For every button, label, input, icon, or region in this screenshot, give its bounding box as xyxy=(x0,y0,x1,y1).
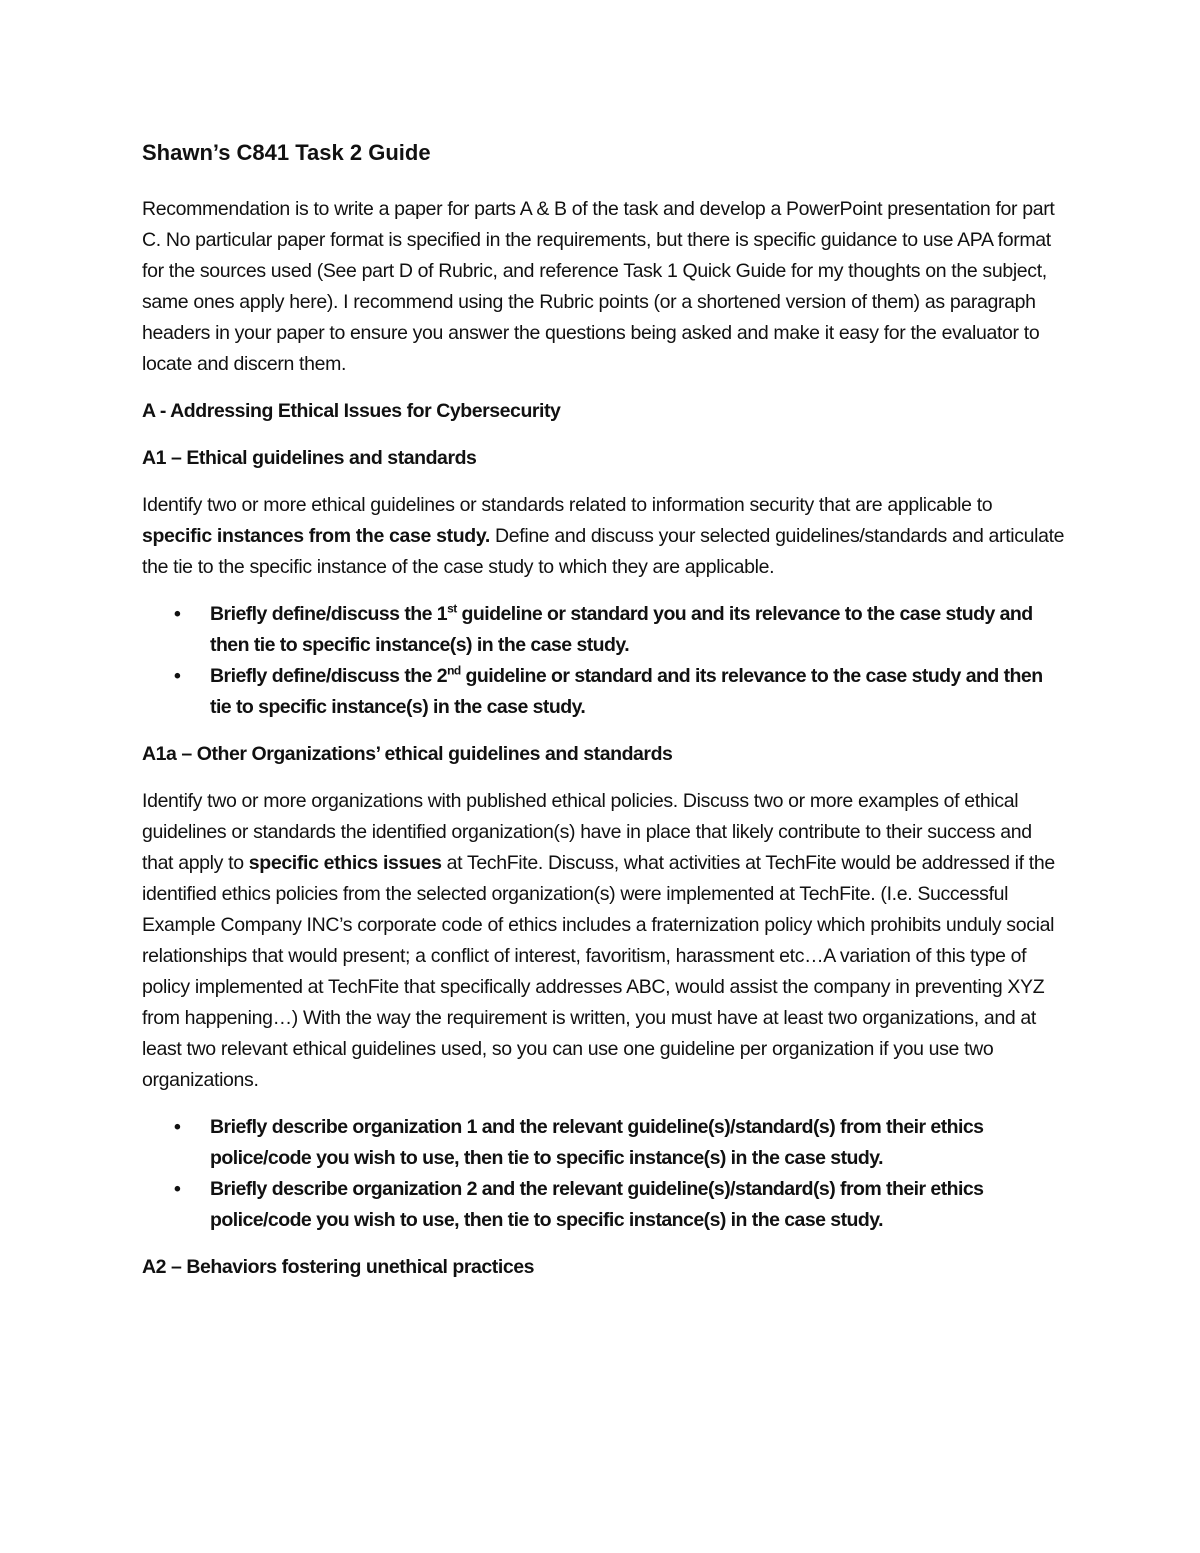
bullet-text-1b: guideline or standard you and its relevance to the case study and then tie to specific instance(s) in the case study. xyxy=(210,603,1033,656)
section-a2-heading: A2 – Behaviors fostering unethical practices xyxy=(142,1256,535,1278)
bullet-superscript-2: nd xyxy=(447,663,461,678)
section-a1a-text-1: Identify two or more organizations with published ethical policies. Discuss two or more examples of ethical guidelines or standards the identified organization(s) have in place that likely contribute to their success and that apply to xyxy=(142,790,1032,874)
section-a1-paragraph xyxy=(142,490,1067,583)
section-a1a-bullet-list xyxy=(142,1112,1067,1236)
section-a1-text-2: Define and discuss your selected guidelines/standards and articulate the tie to the specific instance of the case study to which they are applicable. xyxy=(142,525,1065,578)
list-item xyxy=(174,1174,1067,1236)
section-a1-text-bold: specific instances from the case study. xyxy=(142,525,490,547)
bullet-icon: • xyxy=(174,1116,181,1138)
section-a1a-paragraph xyxy=(142,786,1067,1096)
list-item xyxy=(174,661,1067,723)
section-a1a-heading: A1a – Other Organizations’ ethical guidelines and standards xyxy=(142,743,673,765)
section-a-heading: A - Addressing Ethical Issues for Cybersecurity xyxy=(142,400,561,422)
bullet-icon: • xyxy=(174,665,181,687)
document-title: Shawn’s C841 Task 2 Guide xyxy=(142,140,431,165)
bullet-text: Briefly describe organization 2 and the relevant guideline(s)/standard(s) from their ethics police/code you wish to use, then tie to specific instance(s) in the case study. xyxy=(210,1178,984,1231)
document-page xyxy=(142,138,1067,1299)
section-a1-text-1: Identify two or more ethical guidelines or standards related to information security that are applicable to xyxy=(142,494,993,516)
list-item xyxy=(174,599,1067,661)
bullet-icon: • xyxy=(174,603,181,625)
bullet-text: Briefly describe organization 1 and the relevant guideline(s)/standard(s) from their ethics police/code you wish to use, then tie to specific instance(s) in the case study. xyxy=(210,1116,984,1169)
bullet-text-2b: guideline or standard and its relevance to the case study and then tie to specific instance(s) in the case study. xyxy=(210,665,1043,718)
section-a1a-text-2: at TechFite. Discuss, what activities at TechFite would be addressed if the identified ethics policies from the selected organization(s) were implemented at TechFite. (I.e. Successful Example Company INC’s corporate code of ethics includes a fraternization policy which prohibits unduly social relationships that would present; a conflict of interest, favoritism, harassment etc…A variation of this type of policy implemented at TechFite that specifically addresses ABC, would assist the company in preventing XYZ from happening…) With the way the requirement is written, you must have at least two organizations, and at least two relevant ethical guidelines used, so you can use one guideline per organization if you use two organizations. xyxy=(142,852,1055,1091)
list-item xyxy=(174,1112,1067,1174)
bullet-text-2a: Briefly define/discuss the 2 xyxy=(210,665,448,687)
section-a1-heading: A1 – Ethical guidelines and standards xyxy=(142,447,477,469)
bullet-superscript-1: st xyxy=(447,601,457,616)
intro-paragraph: Recommendation is to write a paper for parts A & B of the task and develop a PowerPoint presentation for part C. No particular paper format is specified in the requirements, but there is specific guidance to use APA format for the sources used (See part D of Rubric, and reference Task 1 Quick Guide for my thoughts on the subject, same ones apply here). I recommend using the Rubric points (or a shortened version of them) as paragraph headers in your paper to ensure you answer the questions being asked and make it easy for the evaluator to locate and discern them. xyxy=(142,198,1055,375)
section-a1-bullet-list xyxy=(142,599,1067,723)
bullet-icon: • xyxy=(174,1178,181,1200)
section-a1a-text-bold: specific ethics issues xyxy=(248,852,442,874)
bullet-text-1a: Briefly define/discuss the 1 xyxy=(210,603,448,625)
